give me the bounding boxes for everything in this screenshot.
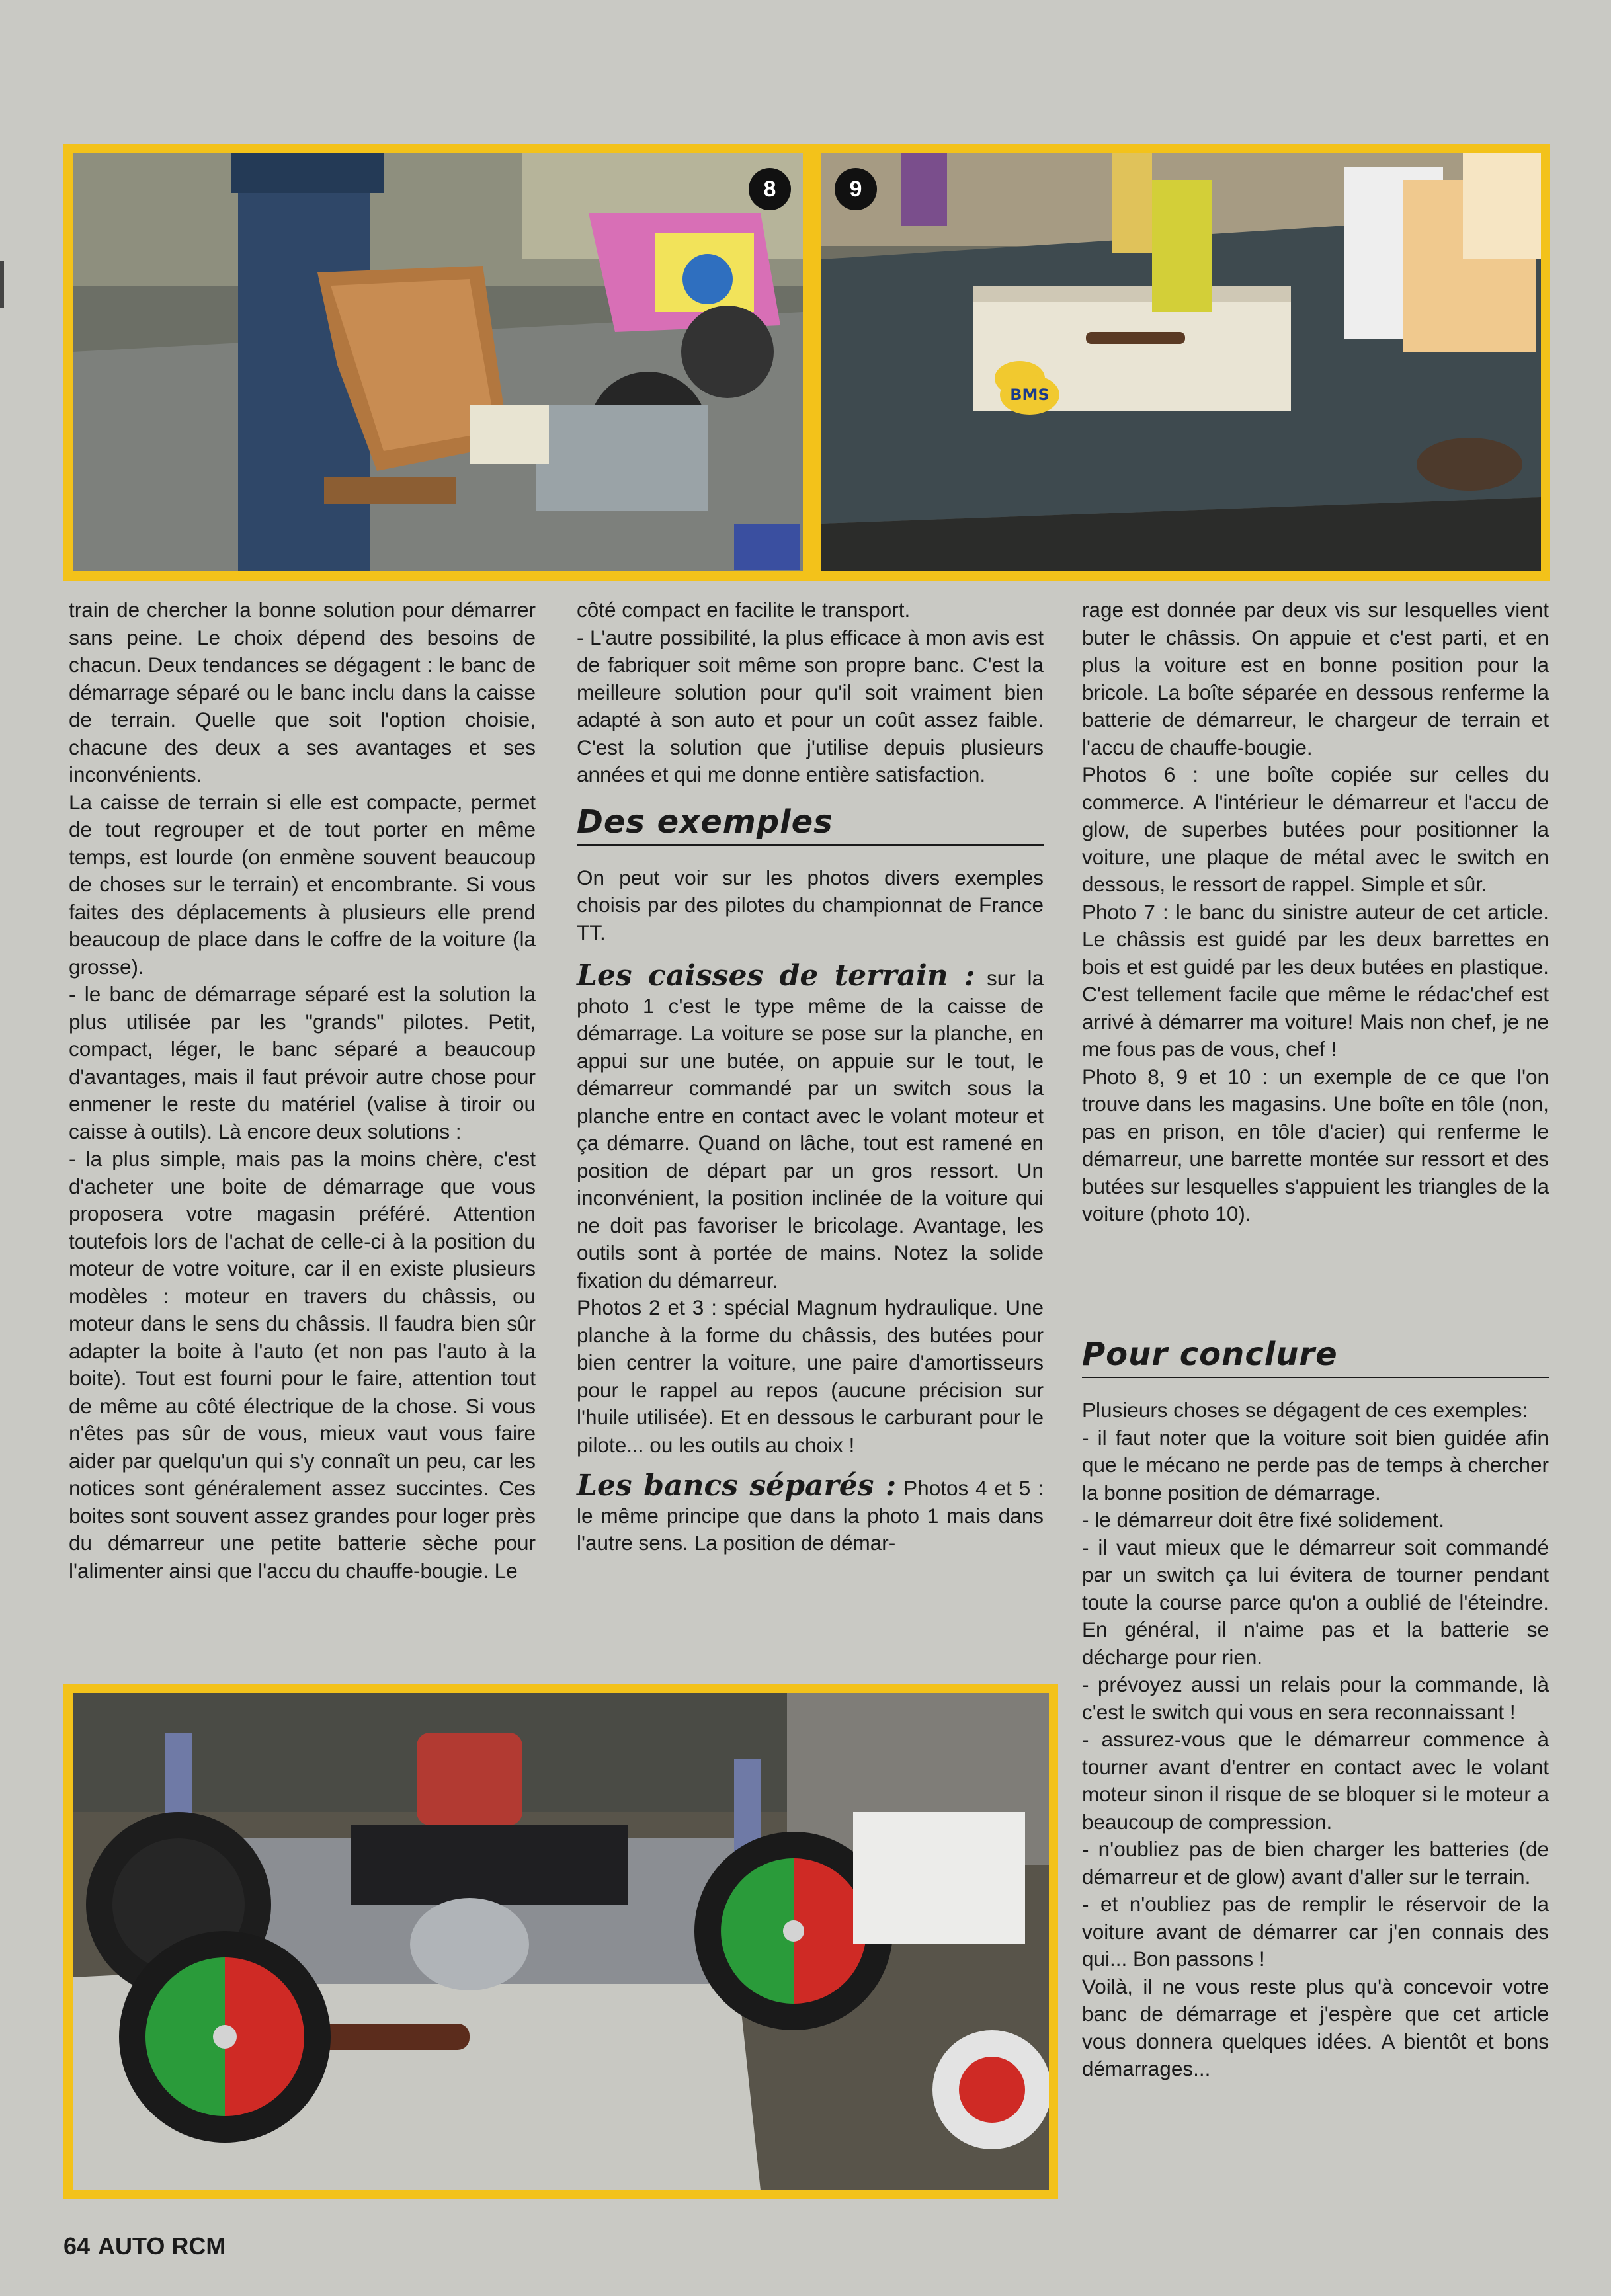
photo-8-image — [73, 153, 803, 571]
page-number: 64 — [63, 2233, 91, 2260]
photo-9-image — [821, 153, 1541, 571]
paragraph: Photo 7 : le banc du sinistre auteur de cet article. Le châssis est guidé par les deux barrettes en bois et est guidé par les deux butées en plastique. C'est tellement facile que même le rédac'chef est arrivé à démarrer ma voiture! Mais non chef, je ne me fous pas de vous, chef ! — [1082, 899, 1549, 1061]
photo-9 — [812, 144, 1550, 581]
paragraph: - le démarreur doit être fixé solidement. — [1082, 1508, 1444, 1532]
subheading-caisses: Les caisses de terrain : — [577, 959, 975, 993]
paragraph: - il faut noter que la voiture soit bien guidée afin que le mécano ne perde pas de temps à chercher la bonne position de démarrage. — [1082, 1425, 1549, 1504]
paragraph-text: Photos 4 et 5 : le même principe que dans la photo 1 mais dans l'autre sens. La position de démar- — [577, 1476, 1044, 1555]
paragraph: - prévoyez aussi un relais pour la commande, là c'est le switch qui vous en sera reconnaissant ! — [1082, 1672, 1549, 1724]
paragraph: Voilà, il ne vous reste plus qu'à concevoir votre banc de démarrage et j'espère que cet article vous donnera quelques idées. A bientôt et bons démarrages... — [1082, 1974, 1549, 2080]
article-column-1 — [69, 596, 536, 1584]
section-heading-examples: Des exemples — [577, 803, 1044, 846]
paragraph: Photos 2 et 3 : spécial Magnum hydraulique. Une planche à la forme du châssis, des butées pour bien centrer la voiture, une paire d'amortisseurs pour le rappel au repos (aucune précision sur l'huile utilisée). Et en dessous le carburant pour le pilote... ou les outils au choix ! — [577, 1295, 1044, 1457]
paragraph: La caisse de terrain si elle est compacte, permet de tout regrouper et de tout porter en même temps, est lourde (on enmène souvent beaucoup de choses sur le terrain) et encombrante. Si vous faites des déplacements à plusieurs elle prend beaucoup de place dans le coffre de la voiture (la grosse). — [69, 790, 536, 979]
magazine-name: AUTO RCM — [98, 2233, 226, 2260]
paragraph: côté compact en facilite le transport. — [577, 598, 911, 622]
paragraph: train de chercher la bonne solution pour démarrer sans peine. Le choix dépend des besoins de chacun. Deux tendances se dégagent : le banc de démarrage séparé ou le banc inclu dans la caisse de terrain. Quelle que soit l'option choisie, chacune des deux a ses avantages et ses inconvénients. — [69, 598, 536, 786]
article-column-3-lower — [1082, 1321, 1549, 2083]
subheading-bancs: Les bancs séparés : — [577, 1469, 897, 1502]
paragraph-text: sur la photo 1 c'est le type même de la caisse de démarrage. La voiture se pose sur la planche, en appui sur une butée, on appuie sur le tout, le démarreur commandé par un switch sous la planche entre en contact avec le volant moteur et ça démarre. Quand on lâche, tout est ramené en position de départ par un gros ressort. Un inconvénient, la position inclinée de la voiture qui ne doit pas favoriser le bricolage. Avantage, les outils sont à portée de mains. Notez la solide fixation du démarreur. — [577, 966, 1044, 1292]
paragraph: - n'oubliez pas de bien charger les batteries (de démarreur et de glow) avant d'aller sur le terrain. — [1082, 1837, 1549, 1889]
article-column-3 — [1082, 596, 1549, 1228]
paragraph: rage est donnée par deux vis sur lesquelles vient buter le châssis. On appuie et c'est parti, et en plus la voiture est en bonne position pour la bricole. La boîte séparée en dessous renferme la batterie de démarreur, le chargeur de terrain et l'accu de chauffe-bougie. — [1082, 598, 1549, 759]
paragraph: On peut voir sur les photos divers exemples choisis par des pilotes du championnat de France TT. — [577, 865, 1044, 944]
paragraph: Plusieurs choses se dégagent de ces exemples: — [1082, 1398, 1528, 1422]
page-footer — [63, 2233, 226, 2260]
margin-mark — [0, 261, 4, 308]
photo-10 — [63, 1684, 1058, 2199]
paragraph: - assurez-vous que le démarreur commence à tourner avant d'entrer en contact avec le volant moteur sinon il risque de se bloquer si le moteur a beaucoup de compression. — [1082, 1727, 1549, 1834]
paragraph: - la plus simple, mais pas la moins chère, c'est d'acheter une boite de démarrage que vous proposera votre magasin préféré. Attention toutefois lors de l'achat de celle-ci à la position du moteur de votre voiture, car il en existe plusieurs modèles : moteur en travers du châssis, ou moteur dans le sens du châssis. Il faudra bien sûr adapter la boite à l'auto (et non pas l'auto à la boite). Tout est fourni pour le faire, attention tout de même au côté électrique de la chose. Si vous n'êtes pas sûr de vous, mieux vaut vous faire aider par quelqu'un qui s'y connaît un peu, car les notices sont généralement assez succintes. Ces boites sont souvent assez grandes pour loger près du démarreur une petite batterie sèche pour l'alimenter ainsi que l'accu du chauffe-bougie. Le — [69, 1147, 536, 1582]
photo-8 — [63, 144, 812, 581]
paragraph: Photos 6 : une boîte copiée sur celles du commerce. A l'intérieur le démarreur et l'accu de glow, de superbes butées pour positionner la voiture, une plaque de métal avec le switch en dessous, le ressort de rappel. Simple et sûr. — [1082, 762, 1549, 896]
article-column-2 — [577, 596, 1044, 1557]
paragraph: Photo 8, 9 et 10 : un exemple de ce que l'on trouve dans les magasins. Une boîte en tôle (non, pas en prison, en tôle d'acier) qui renferme le démarreur, une barrette montée sur ressort et des butées sur lesquelles s'appuient les triangles de la voiture (photo 10). — [1082, 1064, 1549, 1225]
paragraph — [577, 1469, 1044, 1557]
photo-10-image — [73, 1693, 1049, 2190]
photo-number-badge: 9 — [835, 168, 877, 210]
paragraph: - le banc de démarrage séparé est la solution la plus utilisée par les "grands" pilotes. Petit, compact, léger, le banc séparé a beaucoup d'avantages, mais il faut prévoir autre chose pour enmener le reste du matériel (valise à tiroir ou caisse à outils). Là encore deux solutions : — [69, 982, 536, 1143]
paragraph: - il vaut mieux que le démarreur soit commandé par un switch ça lui évitera de tourner pendant toute la course parce qu'on a oublié de l'éteindre. En général, il n'aime pas et la batterie se décharge pour rien. — [1082, 1535, 1549, 1669]
section-heading-conclusion: Pour conclure — [1082, 1336, 1549, 1378]
photo-number-badge: 8 — [749, 168, 791, 210]
paragraph — [577, 959, 1044, 1294]
paragraph: - et n'oubliez pas de remplir le réservoir de la voiture avant de démarrer car j'en connais des qui... Bon passons ! — [1082, 1892, 1549, 1971]
paragraph: - L'autre possibilité, la plus efficace à mon avis est de fabriquer soit même son propre banc. C'est la meilleure solution pour qu'il soit vraiment bien adapté à son auto et pour un coût assez faible. C'est la solution que j'utilise depuis plusieurs années et qui me donne entière satisfaction. — [577, 625, 1044, 786]
bms-label: BMS — [1000, 375, 1059, 415]
